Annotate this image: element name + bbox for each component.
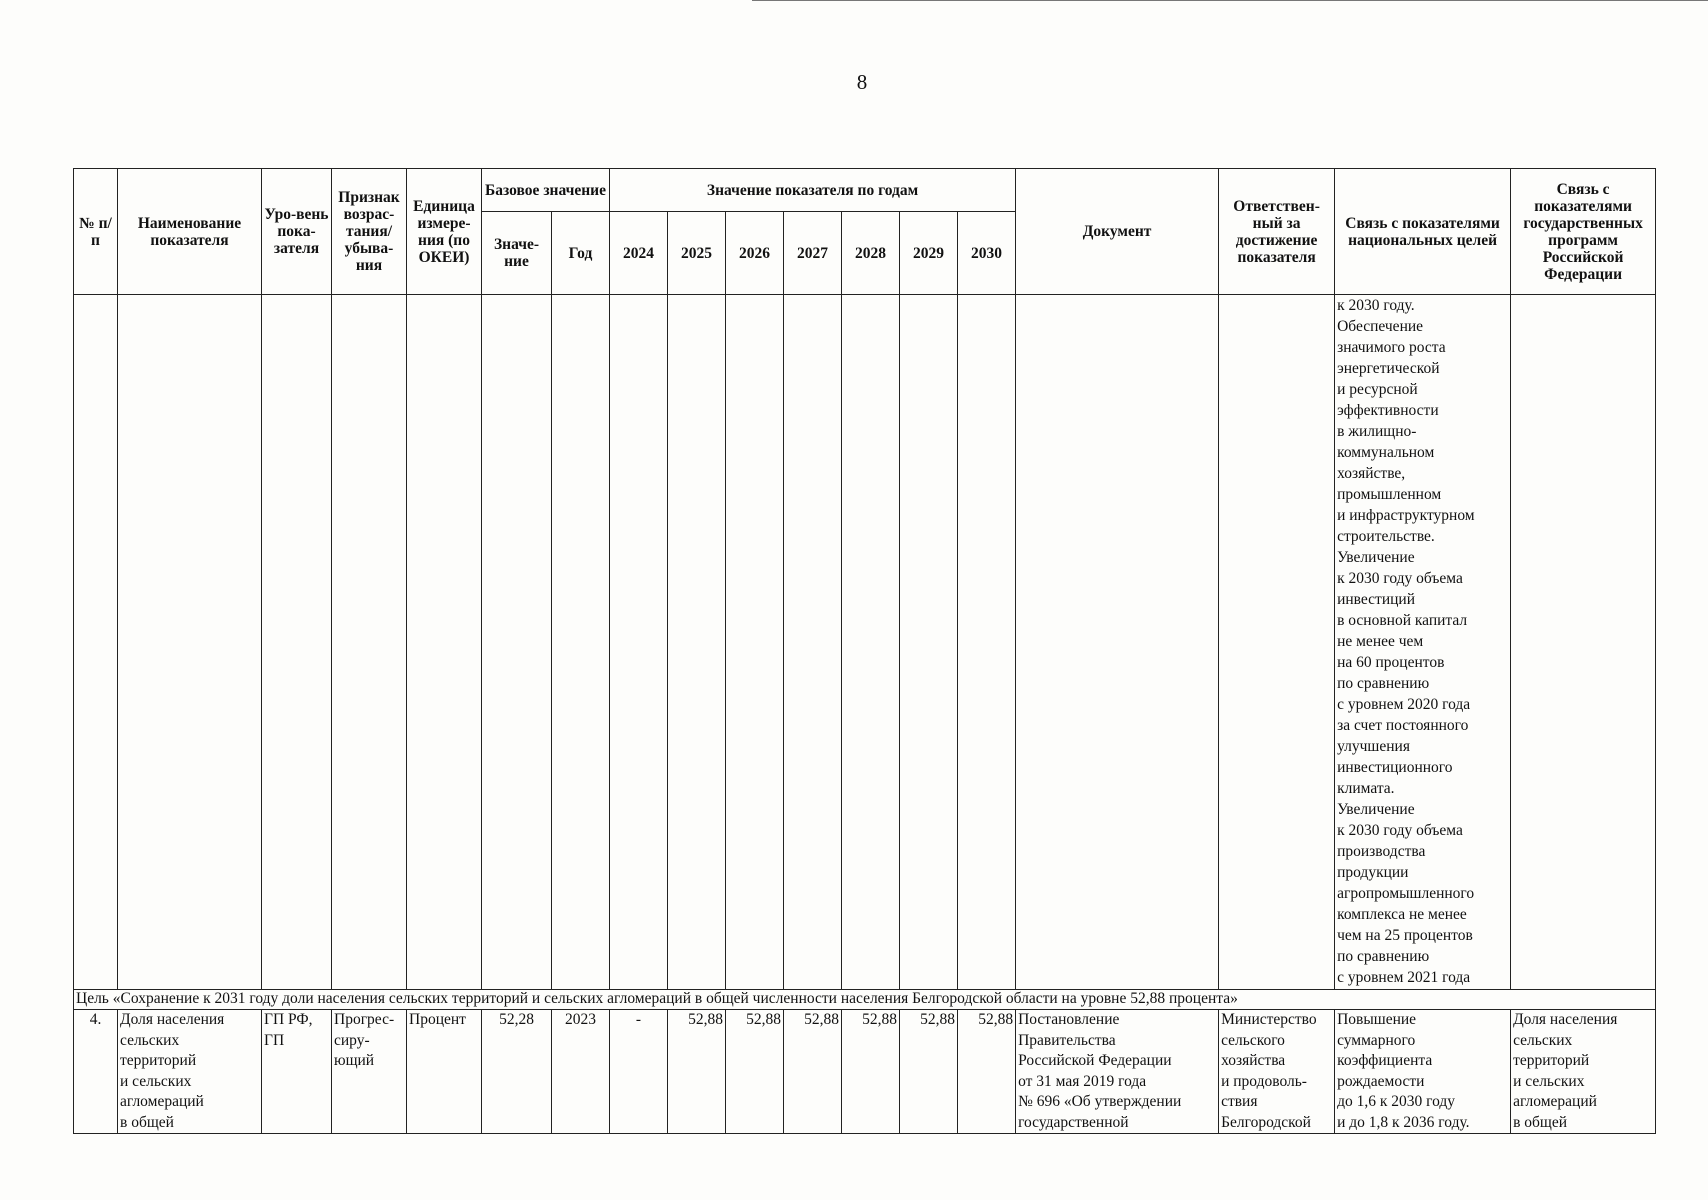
text-line: Прогрес- [334, 1011, 395, 1028]
text-line: в общей [120, 1113, 174, 1131]
row-level [262, 1010, 332, 1134]
cell-empty [958, 295, 1016, 990]
text-line: инвестиционного [1337, 759, 1453, 776]
indicators-table [73, 168, 1656, 1134]
header-state-programs: Связь с показателями государственных программ Российской Федерации [1511, 169, 1656, 295]
text-line: производства [1337, 843, 1426, 860]
goal-row [74, 990, 1656, 1010]
text-line: Обеспечение [1337, 318, 1424, 335]
row-responsible [1219, 1010, 1335, 1134]
header-year-2028: 2028 [842, 212, 900, 295]
text-line: за счет постоянного [1337, 717, 1469, 734]
text-line: промышленном [1337, 486, 1442, 503]
cell-empty [726, 295, 784, 990]
text-line: суммарного [1337, 1031, 1416, 1049]
text-line: и ресурсной [1337, 381, 1418, 398]
text-line: в жилищно- [1337, 423, 1417, 440]
text-line: и сельских [120, 1072, 192, 1090]
text-line: к 2030 году. [1337, 297, 1415, 314]
goal-text: Цель «Сохранение к 2031 году доли населения сельских территорий и сельских агломераций в общей численности населения Белгородской области на уровне 52,88 процента» [74, 990, 1656, 1010]
text-line: сельских [1513, 1031, 1573, 1049]
text-line: ствия [1221, 1093, 1258, 1110]
scan-edge-line [752, 0, 1708, 1]
text-line: хозяйства [1221, 1052, 1286, 1069]
text-line: Российской Федерации [1018, 1052, 1172, 1069]
text-line: Увеличение [1337, 549, 1415, 566]
row-state-programs [1511, 1010, 1656, 1134]
text-line: инвестиций [1337, 591, 1415, 608]
header-name: Наименование показателя [118, 169, 262, 295]
row-value-2025: 52,88 [668, 1010, 726, 1134]
header-year-2025: 2025 [668, 212, 726, 295]
text-line: строительстве. [1337, 528, 1435, 545]
text-line: территорий [1513, 1052, 1590, 1069]
text-line: и инфраструктурном [1337, 507, 1475, 524]
text-line: комплекса не менее [1337, 906, 1467, 923]
text-line: и продоволь- [1221, 1072, 1307, 1090]
text-line: по сравнению [1337, 948, 1430, 965]
text-line: агломераций [1513, 1093, 1597, 1110]
header-level: Уро-вень пока-зателя [262, 169, 332, 295]
header-year-2029: 2029 [900, 212, 958, 295]
row-name [118, 1010, 262, 1134]
text-line: в общей [1513, 1113, 1568, 1131]
text-line: по сравнению [1337, 675, 1430, 692]
row-trend [332, 1010, 407, 1134]
header-base-year: Год [552, 212, 610, 295]
header-trend: Признак возрас-тания/ убыва-ния [332, 169, 407, 295]
text-line: в основной капитал [1337, 612, 1468, 629]
row-num: 4. [74, 1010, 118, 1134]
text-line: агропромышленного [1337, 885, 1475, 902]
cell-empty [1219, 295, 1335, 990]
cell-empty [482, 295, 552, 990]
header-year-2030: 2030 [958, 212, 1016, 295]
header-years-group: Значение показателя по годам [610, 169, 1016, 212]
text-line: государственной [1018, 1113, 1129, 1131]
text-line: энергетической [1337, 360, 1440, 377]
text-line: Министерство [1221, 1011, 1317, 1028]
text-line: на 60 процентов [1337, 654, 1445, 671]
continuation-row [74, 295, 1656, 990]
cell-empty [1511, 295, 1656, 990]
header-year-2027: 2027 [784, 212, 842, 295]
text-line: сельского [1221, 1031, 1285, 1049]
header-year-2026: 2026 [726, 212, 784, 295]
text-line: не менее чем [1337, 633, 1424, 650]
text-line: ющий [334, 1052, 375, 1069]
row-document [1016, 1010, 1219, 1134]
table-row [74, 1010, 1656, 1134]
row-value-2027: 52,88 [784, 1010, 842, 1134]
row-value-2024: - [610, 1010, 668, 1134]
text-line: коэффициента [1337, 1052, 1433, 1069]
cell-empty [784, 295, 842, 990]
text-line: территорий [120, 1052, 197, 1069]
cell-empty [842, 295, 900, 990]
text-line: с уровнем 2021 года [1337, 969, 1471, 986]
cell-empty [74, 295, 118, 990]
row-national-goals [1335, 1010, 1511, 1134]
cell-empty [1016, 295, 1219, 990]
text-line: и до 1,8 к 2036 году. [1337, 1113, 1470, 1131]
page-number: 8 [856, 70, 868, 94]
text-line: от 31 мая 2019 года [1018, 1072, 1147, 1090]
text-line: к 2030 году объема [1337, 570, 1463, 587]
text-line: улучшения [1337, 738, 1410, 755]
text-line: чем на 25 процентов [1337, 927, 1473, 944]
text-line: Белгородской [1221, 1113, 1311, 1131]
text-line: к 2030 году объема [1337, 822, 1463, 839]
text-line: и сельских [1513, 1072, 1585, 1090]
text-line: № 696 «Об утверждении [1018, 1093, 1182, 1110]
row-value-2030: 52,88 [958, 1010, 1016, 1134]
text-line: Увеличение [1337, 801, 1415, 818]
cell-empty [900, 295, 958, 990]
header-responsible: Ответствен-ный за достижение показателя [1219, 169, 1335, 295]
row-value-2026: 52,88 [726, 1010, 784, 1134]
cell-empty [332, 295, 407, 990]
row-base-value: 52,28 [482, 1010, 552, 1134]
text-line: Постановление [1018, 1011, 1120, 1028]
row-base-year: 2023 [552, 1010, 610, 1134]
text-line: рождаемости [1337, 1072, 1425, 1090]
text-line: сельских [120, 1031, 180, 1049]
header-national-goals: Связь с показателями национальных целей [1335, 169, 1511, 295]
row-value-2029: 52,88 [900, 1010, 958, 1134]
text-line: агломераций [120, 1093, 204, 1110]
header-year-2024: 2024 [610, 212, 668, 295]
header-base-value: Значе-ние [482, 212, 552, 295]
row-unit: Процент [407, 1010, 482, 1134]
row-value-2028: 52,88 [842, 1010, 900, 1134]
text-line: сиру- [334, 1031, 370, 1049]
text-line: эффективности [1337, 402, 1439, 419]
text-line: Доля населения [120, 1011, 225, 1028]
text-line: ГП РФ, [264, 1011, 313, 1028]
header-num: № п/п [74, 169, 118, 295]
text-line: с уровнем 2020 года [1337, 696, 1471, 713]
text-line: климата. [1337, 780, 1395, 797]
cell-empty [610, 295, 668, 990]
cell-empty [407, 295, 482, 990]
text-line: коммунальном [1337, 444, 1435, 461]
cell-empty [262, 295, 332, 990]
text-line: ГП [264, 1031, 285, 1049]
cell-empty [668, 295, 726, 990]
text-line: продукции [1337, 864, 1409, 881]
text-line: Правительства [1018, 1031, 1116, 1049]
text-line: до 1,6 к 2030 году [1337, 1093, 1456, 1110]
text-line: значимого роста [1337, 339, 1446, 356]
cell-empty [118, 295, 262, 990]
text-line: Доля населения [1513, 1011, 1618, 1028]
continuation-national-goals [1335, 295, 1511, 990]
text-line: Повышение [1337, 1011, 1417, 1028]
cell-empty [552, 295, 610, 990]
header-document: Документ [1016, 169, 1219, 295]
header-base-group: Базовое значение [482, 169, 610, 212]
text-line: хозяйстве, [1337, 465, 1406, 482]
header-unit: Единица измере-ния (по ОКЕИ) [407, 169, 482, 295]
